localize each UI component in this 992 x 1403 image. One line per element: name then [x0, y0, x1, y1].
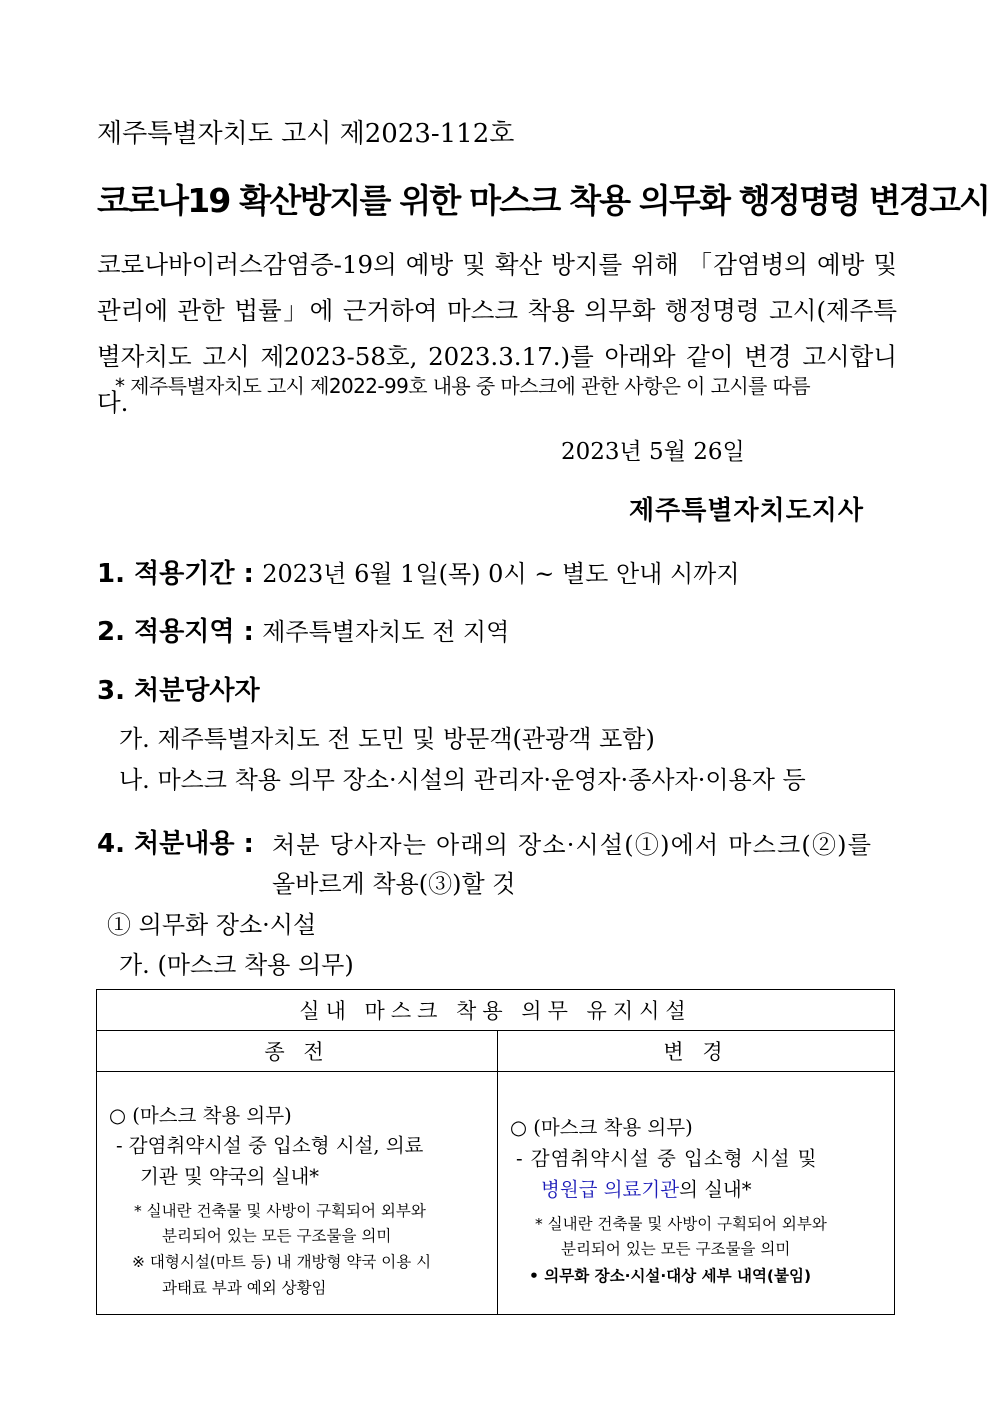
- section-content-heading: 4. 처분내용 :: [97, 829, 254, 859]
- before-line2: 기관 및 약국의 실내*: [140, 1165, 320, 1188]
- before-note2a: ※ 대형시설(마트 등) 내 개방형 약국 이용 시: [132, 1253, 432, 1271]
- before-note2b: 과태료 부과 예외 상황임: [162, 1279, 327, 1297]
- after-bullet: ○ (마스크 착용 의무): [510, 1116, 693, 1139]
- before-note1a: * 실내란 건축물 및 사방이 구획되어 외부와: [134, 1202, 426, 1220]
- section-content-line2: 올바르게 착용(③)할 것: [272, 870, 516, 898]
- document-title: 코로나19 확산방지를 위한 마스크 착용 의무화 행정명령 변경고시: [97, 181, 990, 220]
- after-note2: • 의무화 장소·시설·대상 세부 내역(붙임): [529, 1267, 812, 1285]
- notice-number: 제주특별자치도 고시 제2023-112호: [97, 119, 515, 149]
- section-region-heading: 2. 적용지역 :: [97, 617, 254, 647]
- after-line1: - 감염취약시설 중 입소형 시설 및: [516, 1147, 818, 1170]
- table-header-after: 변 경: [498, 1031, 895, 1072]
- section-period-heading: 1. 적용기간 :: [97, 559, 254, 589]
- section-parties-heading: 3. 처분당사자: [97, 676, 260, 706]
- before-bullet: ○ (마스크 착용 의무): [109, 1104, 292, 1127]
- notice-date: 2023년 5월 26일: [561, 439, 745, 465]
- table-cell-after: [498, 1072, 895, 1315]
- after-note1b: 분리되어 있는 모든 구조물을 의미: [561, 1240, 791, 1258]
- subsection-heading: ① 의무화 장소·시설: [107, 911, 317, 939]
- parties-item-a: 가. 제주특별자치도 전 도민 및 방문객(관광객 포함): [119, 725, 655, 753]
- table-header-before: 종 전: [97, 1031, 498, 1072]
- signer: 제주특별자치도지사: [629, 496, 865, 526]
- section-period: [97, 553, 740, 590]
- table-title: 실내 마스크 착용 의무 유지시설: [97, 990, 895, 1031]
- section-period-text: 2023년 6월 1일(목) 0시 ~ 별도 안내 시까지: [262, 560, 740, 588]
- before-line1: - 감염취약시설 중 입소형 시설, 의료: [116, 1134, 424, 1157]
- section-content-line1: 처분 당사자는 아래의 장소·시설(①)에서 마스크(②)를: [272, 831, 873, 859]
- parties-item-b: 나. 마스크 착용 의무 장소·시설의 관리자·운영자·종사자·이용자 등: [119, 766, 806, 794]
- after-highlight: 병원급 의료기관: [541, 1178, 680, 1201]
- table-cell-before: [97, 1072, 498, 1315]
- subsection-item: 가. (마스크 착용 의무): [119, 951, 354, 979]
- intro-note: * 제주특별자치도 고시 제2022-99호 내용 중 마스크에 관한 사항은 이 고시를 따름: [115, 374, 810, 398]
- section-region-text: 제주특별자치도 전 지역: [262, 618, 510, 646]
- after-note1a: * 실내란 건축물 및 사방이 구획되어 외부와: [535, 1215, 827, 1233]
- section-region: [97, 611, 509, 648]
- after-line2-rest: 의 실내*: [679, 1178, 752, 1201]
- before-note1b: 분리되어 있는 모든 구조물을 의미: [162, 1227, 392, 1245]
- intro-paragraph: 코로나바이러스감염증-19의 예방 및 확산 방지를 위해 「감염병의 예방 및 관리에 관한 법률」에 근거하여 마스크 착용 의무화 행정명령 고시(제주특별자치도 고시 제2023-58호, 2023.3.17.)를 아래와 같이 변경 고시합니다.: [97, 250, 897, 417]
- after-line2: [541, 1174, 752, 1202]
- mask-facility-table: [96, 989, 895, 1315]
